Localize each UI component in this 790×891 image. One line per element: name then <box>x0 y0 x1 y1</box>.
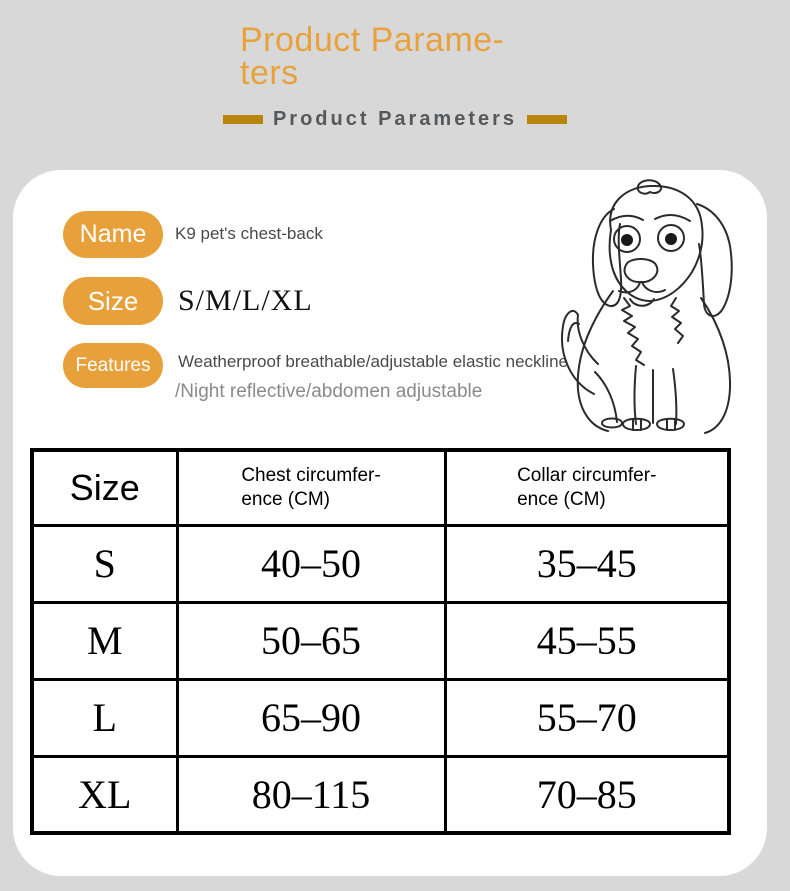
table-row <box>32 679 729 756</box>
table-row <box>32 756 729 833</box>
name-value: K9 pet's chest-back <box>175 224 323 243</box>
section-subtitle <box>0 108 790 131</box>
name-pill-label: Name <box>79 220 147 248</box>
size-chart-table <box>30 448 731 835</box>
features-pill <box>63 343 163 388</box>
size-pill <box>63 277 163 325</box>
page-title-line2: ters <box>240 54 299 92</box>
row-m-chest: 50–65 <box>177 602 445 679</box>
row-l-chest: 65–90 <box>177 679 445 756</box>
row-s-size: S <box>32 525 177 602</box>
size-value: S/M/L/XL <box>178 284 313 317</box>
features-value-line1: Weatherproof breathable/adjustable elastic neckline <box>178 352 568 371</box>
header-collar <box>445 450 729 525</box>
subtitle-text: Product Parameters <box>272 108 518 130</box>
features-pill-label: Features <box>75 354 151 376</box>
features-value-line2: /Night reflective/abdomen adjustable <box>175 381 483 402</box>
page-title-line1: Product Parame- <box>240 21 505 59</box>
row-l-collar: 55–70 <box>445 679 729 756</box>
row-l-size: L <box>32 679 177 756</box>
row-m-collar: 45–55 <box>445 602 729 679</box>
header-chest <box>177 450 445 525</box>
parameters-card <box>13 170 767 876</box>
table-header-row <box>32 450 729 525</box>
row-xl-size: XL <box>32 756 177 833</box>
row-m-size: M <box>32 602 177 679</box>
puppy-line-drawing-icon <box>550 176 755 441</box>
subtitle-dash-right <box>527 115 567 124</box>
table-row <box>32 525 729 602</box>
header-size: Size <box>32 450 177 525</box>
header-chest-line1: Chest circumfer- <box>241 465 381 486</box>
name-pill <box>63 211 163 258</box>
row-xl-chest: 80–115 <box>177 756 445 833</box>
table-row <box>32 602 729 679</box>
size-pill-label: Size <box>87 285 139 316</box>
page-title <box>240 21 540 92</box>
row-s-collar: 35–45 <box>445 525 729 602</box>
header-collar-line1: Collar circumfer- <box>517 465 657 486</box>
subtitle-dash-left <box>223 115 263 124</box>
header-chest-line2: ence (CM) <box>241 488 330 510</box>
row-xl-collar: 70–85 <box>445 756 729 833</box>
row-s-chest: 40–50 <box>177 525 445 602</box>
header-collar-line2: ence (CM) <box>517 488 606 510</box>
